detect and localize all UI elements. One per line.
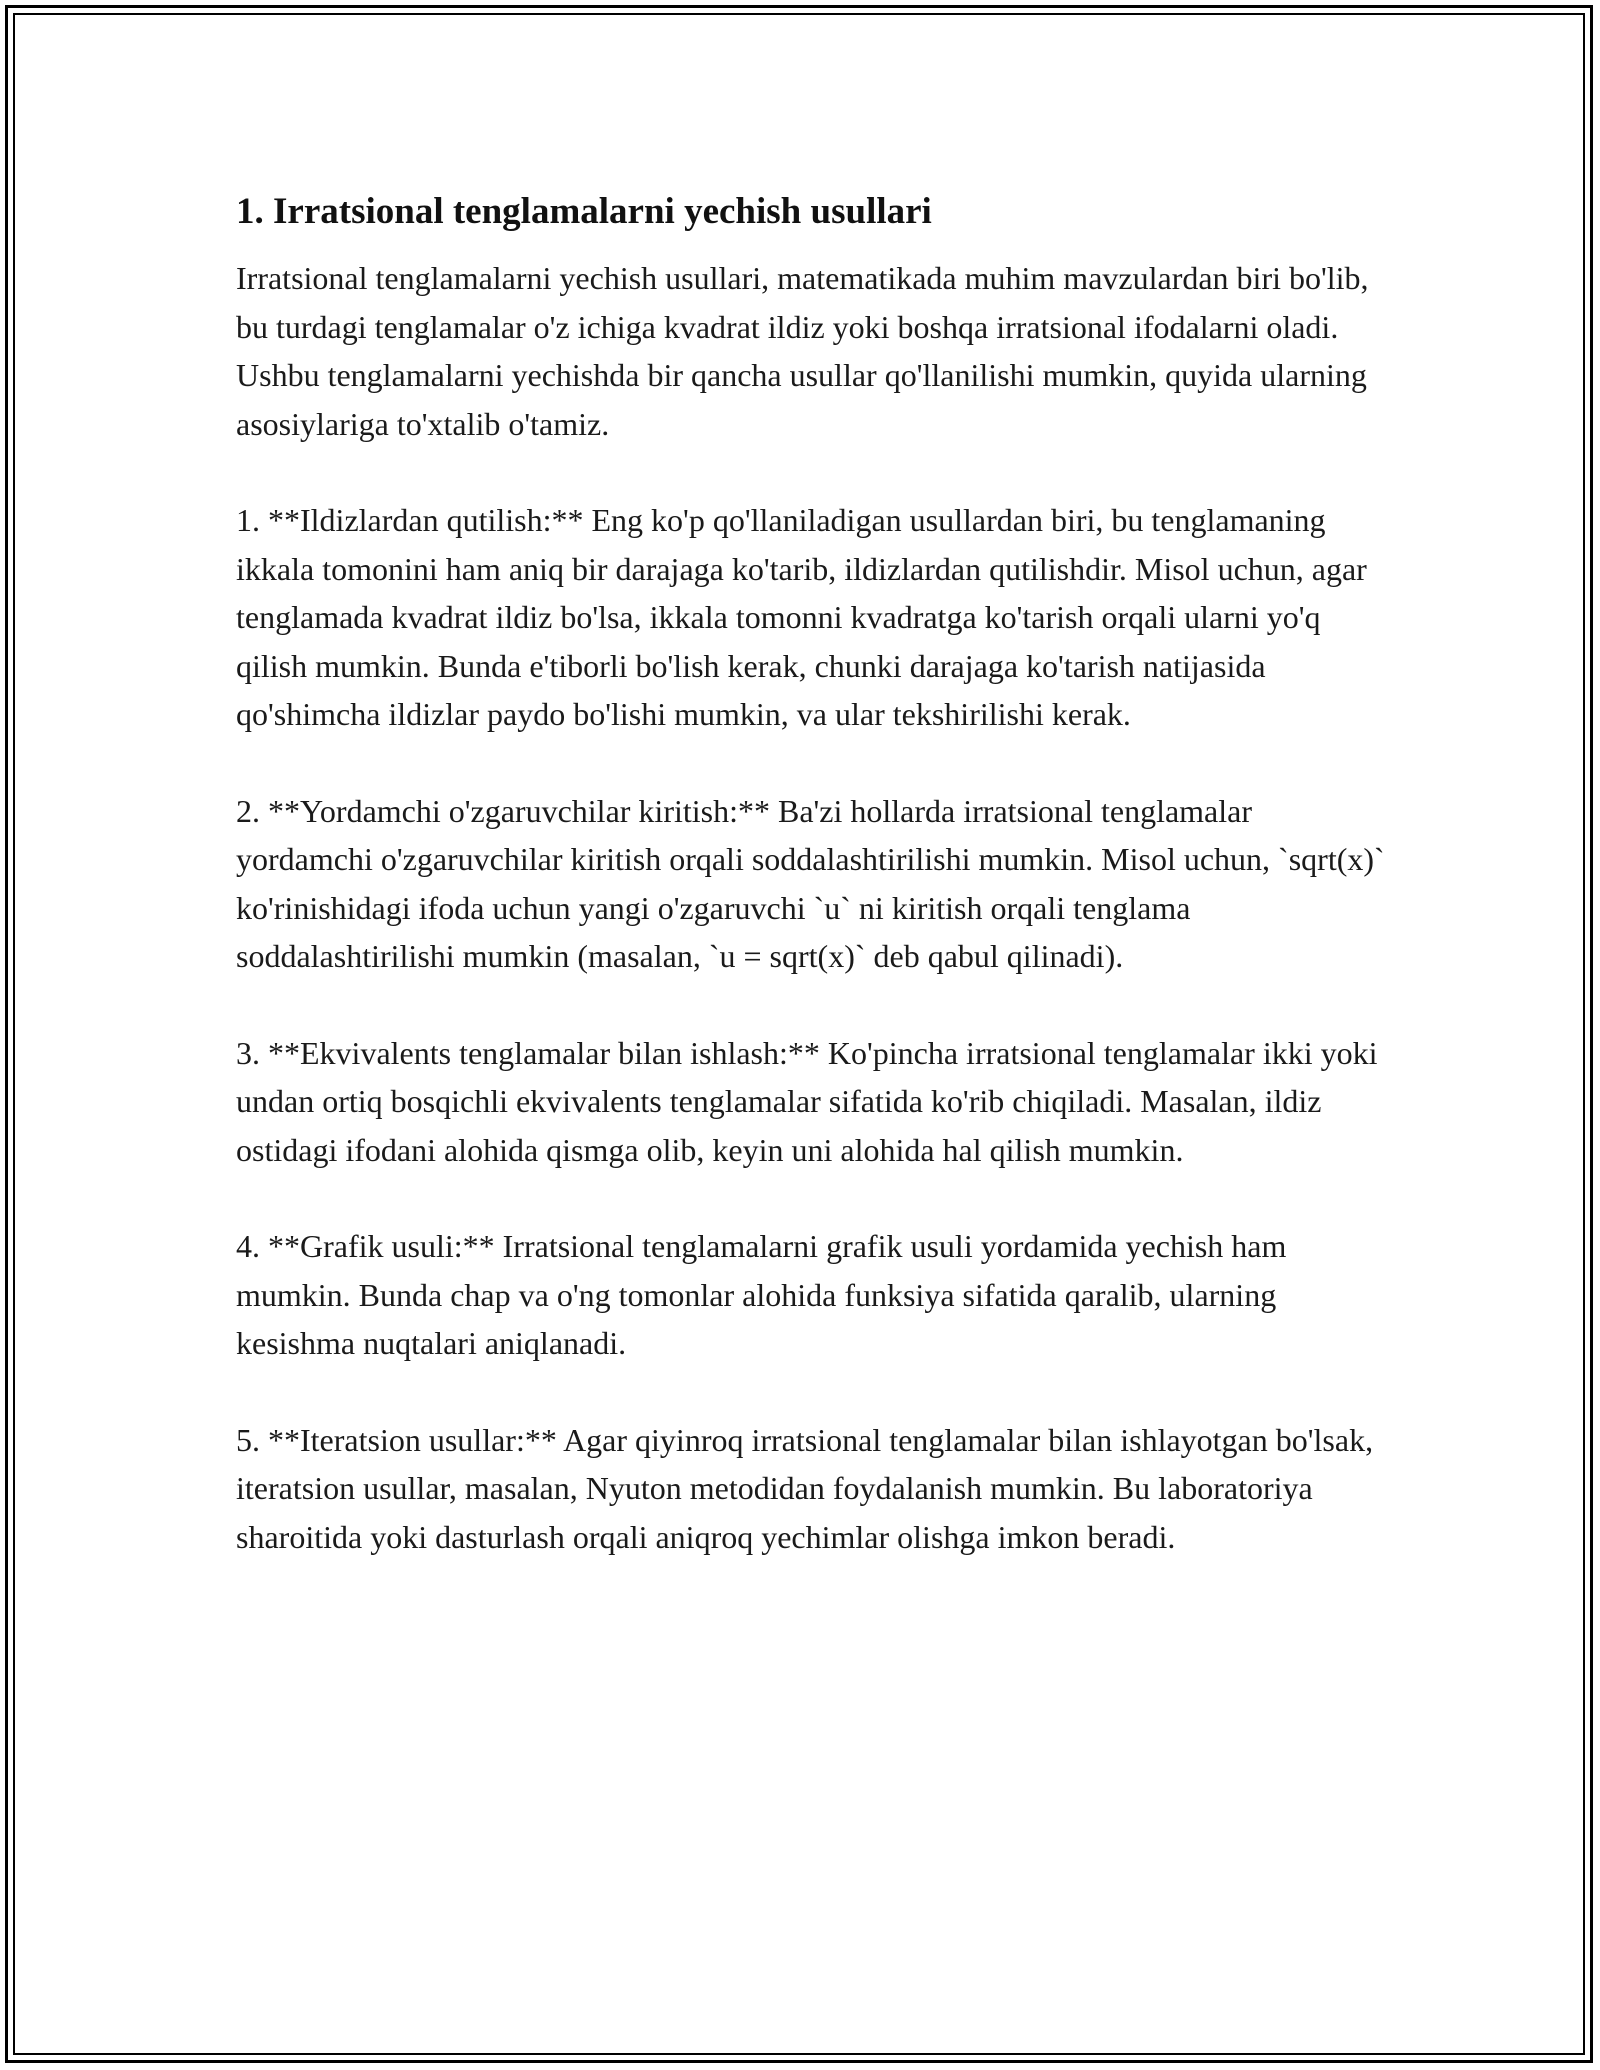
method-iteratsion-usullar: 5. **Iteratsion usullar:** Agar qiyinroq irratsional tenglamalar bilan ishlayotgan bo'lsak, iteratsion usullar, masalan, Nyuton metodidan foydalanish mumkin. Bu laboratoriya sharoitida yoki dasturlash orqali aniqroq yechimlar olishga imkon beradi. — [236, 1421, 1374, 1555]
intro-paragraph: Irratsional tenglamalarni yechish usullari, matematikada muhim mavzulardan biri bo'lib, bu turdagi tenglamalar o'z ichiga kvadrat ildiz yoki boshqa irratsional ifodalarni oladi. Ushbu tenglamalarni yechishda bir qancha usullar qo'llanilishi mumkin, quyida ularning asosiylariga to'xtalib o'tamiz. — [236, 260, 1369, 442]
document-title: 1. Irratsional tenglamalarni yechish usullari — [236, 191, 932, 232]
document-body — [236, 186, 1386, 1609]
method-ekvivalents-tenglamalar: 3. **Ekvivalents tenglamalar bilan ishlash:** Ko'pincha irratsional tenglamalar ikki yoki undan ortiq bosqichli ekvivalents tenglamalar sifatida ko'rib chiqiladi. Masalan, ildiz ostidagi ifodani alohida qismga olib, keyin uni alohida hal qilish mumkin. — [236, 1034, 1378, 1168]
method-ildizlardan-qutilish: 1. **Ildizlardan qutilish:** Eng ko'p qo'llaniladigan usullardan biri, bu tenglamaning ikkala tomonini ham aniq bir darajaga ko'tarib, ildizlardan qutilishdir. Misol uchun, agar tenglamada kvadrat ildiz bo'lsa, ikkala tomonni kvadratga ko'tarish orqali ularni yo'q qilish mumkin. Bunda e'tiborli bo'lish kerak, chunki darajaga ko'tarish natijasida qo'shimcha ildizlar paydo bo'lishi mumkin, va ular tekshirilishi kerak. — [236, 502, 1367, 732]
method-grafik-usuli: 4. **Grafik usuli:** Irratsional tenglamalarni grafik usuli yordamida yechish ham mumkin. Bunda chap va o'ng tomonlar alohida funksiya sifatida qaralib, ularning kesishma nuqtalari aniqlanadi. — [236, 1228, 1287, 1361]
method-yordamchi-ozgaruvchilar: 2. **Yordamchi o'zgaruvchilar kiritish:** Ba'zi hollarda irratsional tenglamalar yordamchi o'zgaruvchilar kiritish orqali soddalashtirilishi mumkin. Misol uchun, `sqrt(x)` ko'rinishidagi ifoda uchun yangi o'zgaruvchi `u` ni kiritish orqali tenglama soddalashtirilishi mumkin (masalan, `u = sqrt(x)` deb qabul qilinadi). — [236, 792, 1385, 974]
